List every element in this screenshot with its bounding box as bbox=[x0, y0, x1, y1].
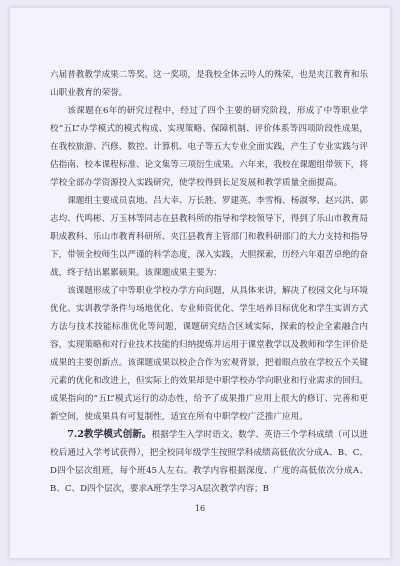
section-paragraph bbox=[50, 426, 368, 498]
paragraph: 该课题形成了中等职业学校办学方向问题，从具体来讲，解决了校园文化与环境优化、实训教学条件与场地优化、专业师资优化、学生培养目标优化和学生实训方式方法与技术技能标准优化等问题，课题研究结合区域实际，探索的校企全素融合内容，实现策略和对行业技术技能的归纳提炼并运用于课堂教学以及教师和学生评价是成果的主要创新点。该课题成果以校企合作为宏观背景，把着眼点放在学校五个关键元素的优化和改进上，但实际上的效果却是中职学校办学向职业和行业需求的回归。成果指向的“五L”模式运行的动态性，给予了成果推广应用上很大的修订、完善和更新空间，使成果具有可复制性，适宜在所有中职学校广泛推广应用。 bbox=[50, 286, 368, 422]
section-text: 根据学生入学时语文、数学、英语三个学科成绩（可以进校后通过入学考试获得），把全校同年级学生按照学科成绩高低依次分成A、B、C、D四个层次组班，每个班45人左右。教学内容根据深度、广度的高低依次分成A、B、C、D四个层次，要求A班学生学习A层次教学内容；B bbox=[50, 430, 368, 494]
paragraph: 该课题在6年的研究过程中，经过了四个主要的研究阶段，形成了中等职业学校“五L”办学模式的模式构成、实现策略、保障机制、评价体系等四项阶段性成果，在我校旅游、汽修、数控、计算机、电子等五大专业全面实践，产生了专业实践与评估指南、校本课程标准、论文集等三项衍生成果。六年来，我校在课题组带领下，将学校全部办学资源投入实践研究，使学校得到长足发展和教学质量全面提高。 bbox=[50, 106, 368, 188]
page-number: 16 bbox=[194, 504, 206, 513]
section-title: 教学模式创新。 bbox=[83, 429, 152, 440]
section-heading bbox=[67, 429, 151, 440]
paragraph: 课题组主要成员袁地、吕大幸、万长胜、罗建英、李雪梅、杨淑琴、赵兴洪、郭志均、代鸣彬、万玉林等同志在县教科所的指导和学校领导下，得到了乐山市教育局职成教科、乐山市教育科研所、夹江县教育主管部门和教科研部门的大力支持和指导下，带领全校师生以严谨的科学态度，深入实践，大胆探索，历经六年艰苦卓绝的奋战，终于结出累累硕果。该课题成果主要为： bbox=[50, 196, 368, 278]
section-number: 7.2 bbox=[67, 429, 84, 440]
body-text bbox=[50, 66, 368, 498]
paragraph: 六届普教教学成果二等奖。这一奖项，是我校全体云吟人的殊荣，也是夹江教育和乐山职业教育的荣誉。 bbox=[50, 70, 368, 98]
document-page bbox=[10, 8, 390, 558]
